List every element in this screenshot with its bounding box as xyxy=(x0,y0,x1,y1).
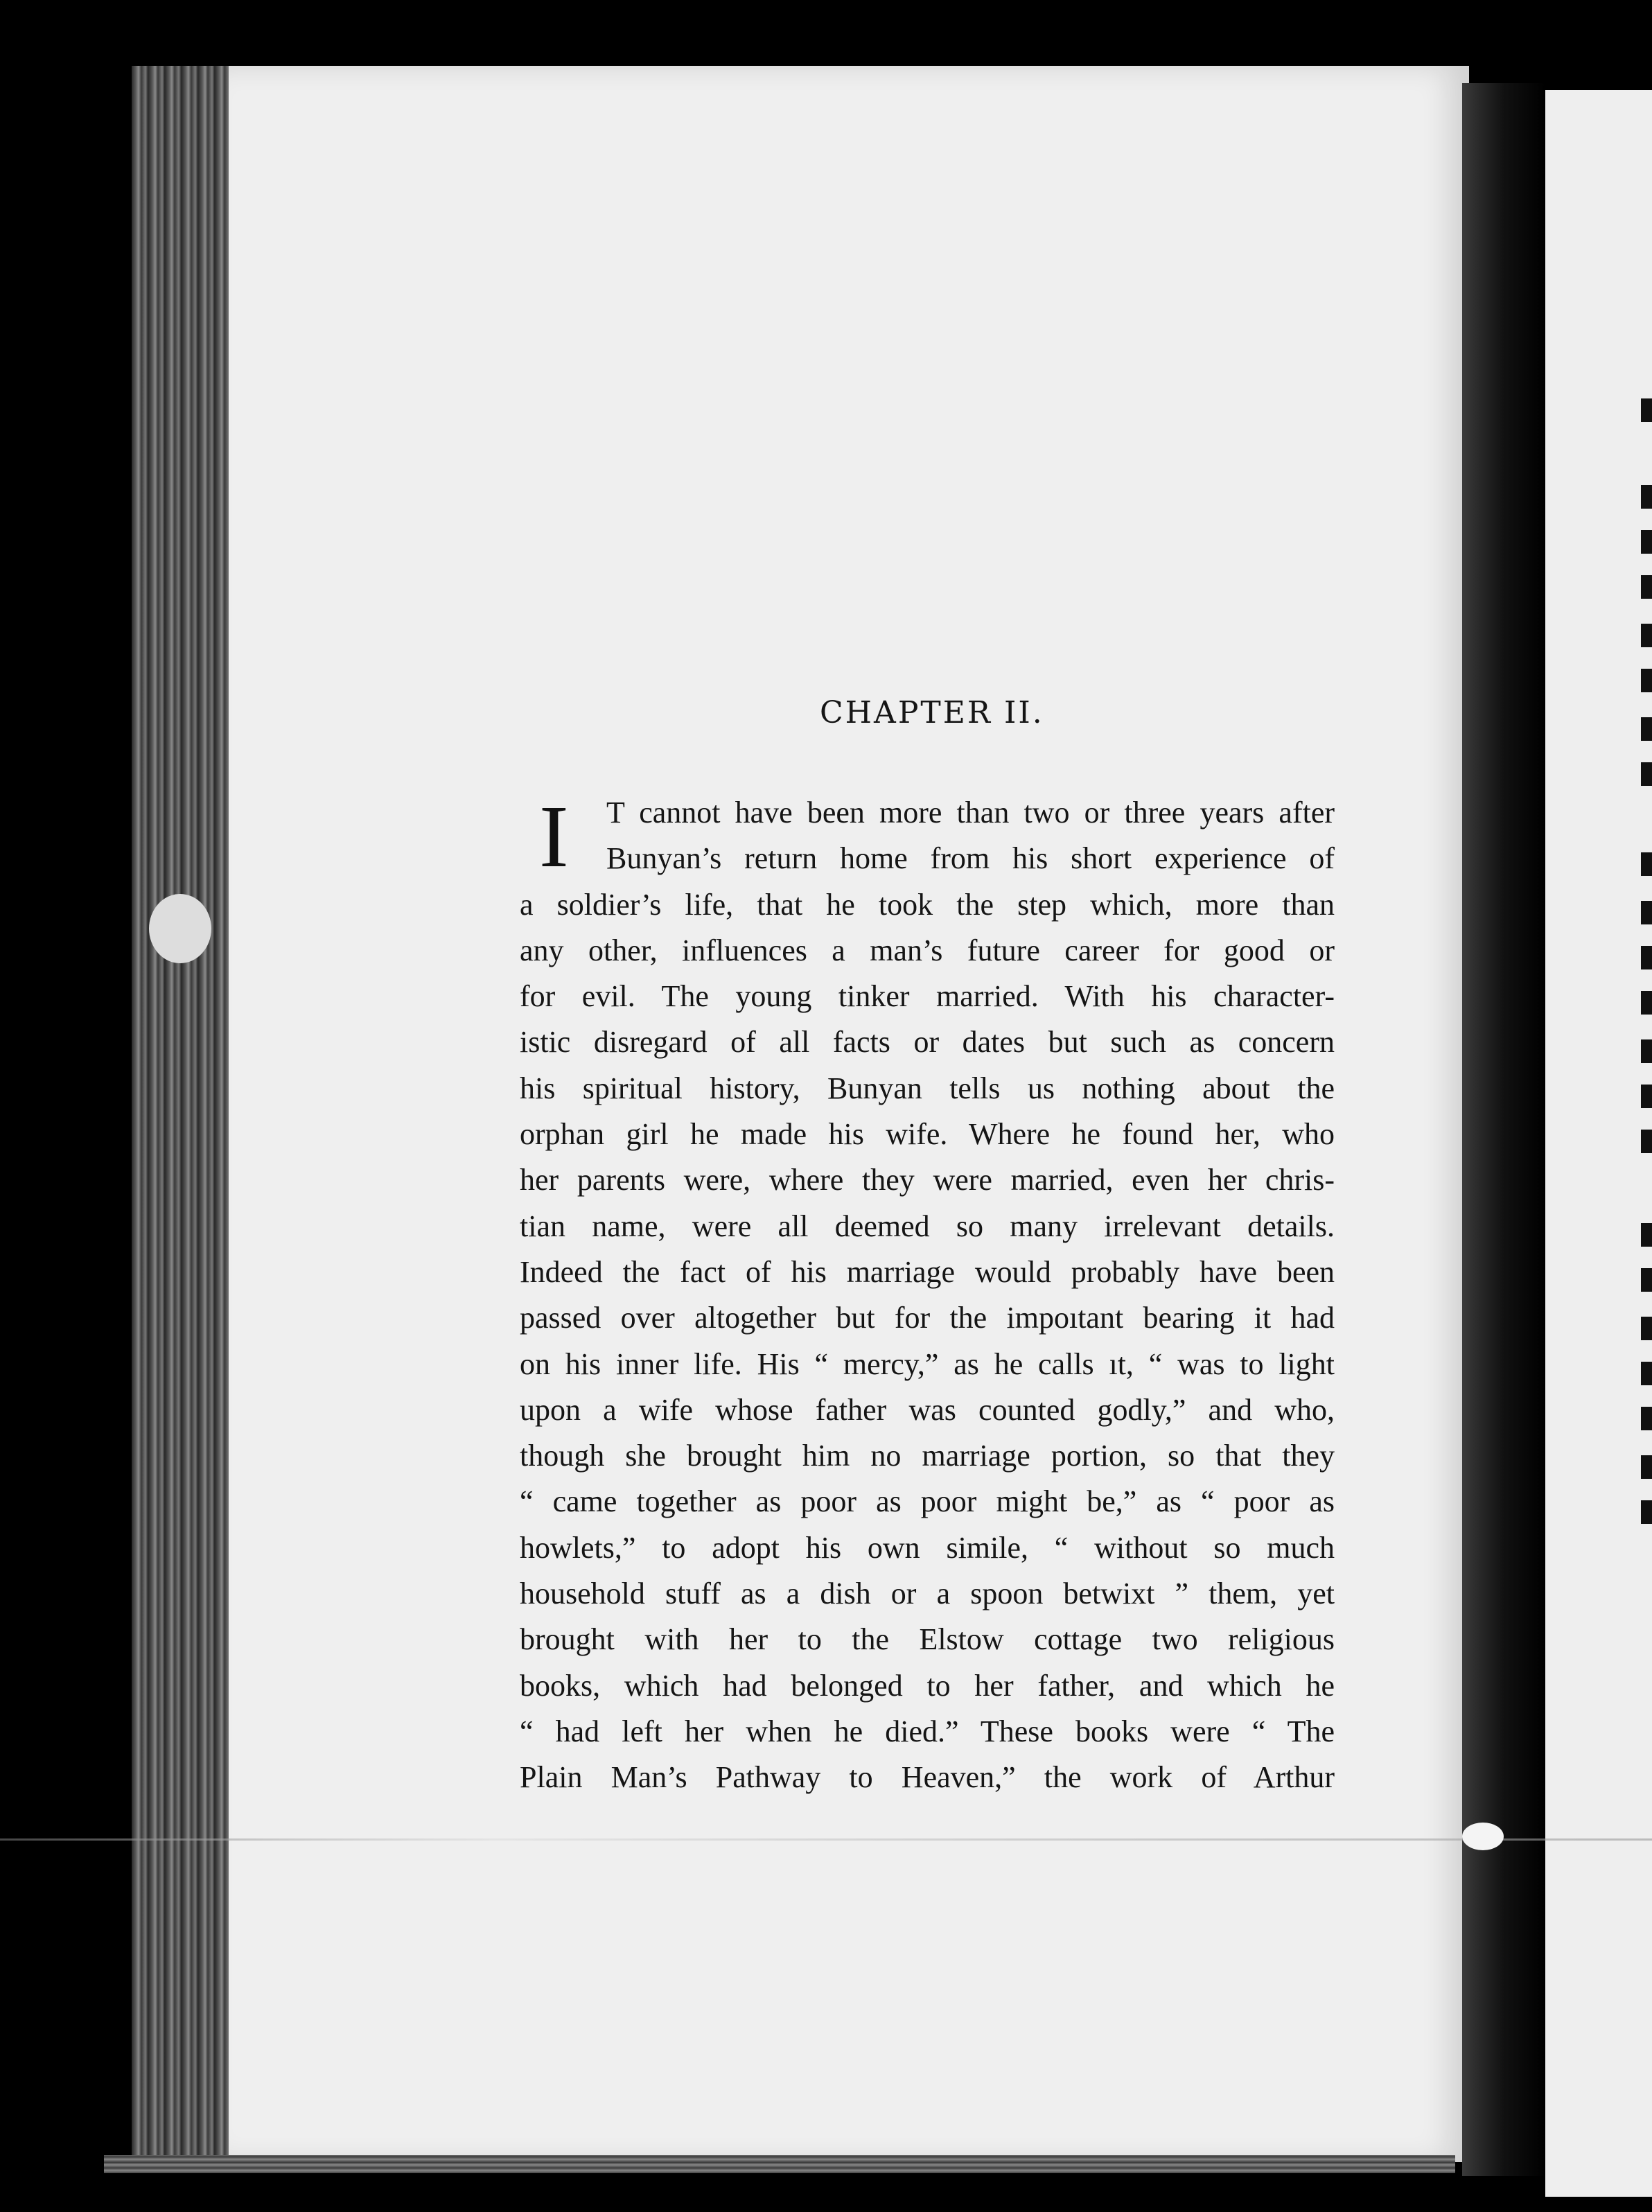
facing-page-glyph xyxy=(1641,575,1652,599)
facing-page-glyph xyxy=(1641,946,1652,969)
page-edges-bottom xyxy=(104,2155,1455,2173)
text-line: howlets,” to adopt his own simile, “ without so much xyxy=(520,1530,1335,1565)
facing-page-glyph xyxy=(1641,1317,1652,1340)
facing-page-glyph xyxy=(1641,624,1652,647)
text-line: tian name, were all deemed so many irrelevant details. xyxy=(520,1209,1335,1243)
facing-page-glyph xyxy=(1641,1268,1652,1292)
drop-cap: I xyxy=(539,787,569,886)
text-line: a soldier’s life, that he took the step which, more than xyxy=(520,887,1335,922)
facing-page-glyph xyxy=(1641,1455,1652,1479)
facing-page-glyph xyxy=(1641,1223,1652,1247)
chapter-heading: CHAPTER II. xyxy=(820,695,1044,730)
text-line: T cannot have been more than two or three years after xyxy=(606,796,1335,830)
body-paragraph xyxy=(520,787,1335,1801)
text-line: brought with her to the Elstow cottage two religious xyxy=(520,1622,1335,1657)
text-line: “ had left her when he died.” These books were “ The xyxy=(520,1714,1335,1748)
text-line: Bunyan’s return home from his short experience of xyxy=(606,841,1335,876)
facing-page-glyph xyxy=(1641,1362,1652,1385)
text-line: books, which had belonged to her father, and which he xyxy=(520,1668,1335,1703)
facing-page-glyph xyxy=(1641,901,1652,924)
text-line: though she brought him no marriage portion, so that they xyxy=(520,1439,1335,1473)
text-line: any other, influences a man’s future career for good or xyxy=(520,933,1335,967)
text-line: for evil. The young tinker married. With his character- xyxy=(520,979,1335,1014)
text-line: her parents were, where they were married, even her chris- xyxy=(520,1163,1335,1197)
facing-page-glyph xyxy=(1641,1085,1652,1108)
paper-damage-spot xyxy=(149,894,211,963)
facing-page-glyph xyxy=(1641,669,1652,692)
text-line: “ came together as poor as poor might be,” as “ poor as xyxy=(520,1484,1335,1519)
facing-page xyxy=(1545,90,1652,2197)
text-line: upon a wife whose father was counted godly,” and who, xyxy=(520,1392,1335,1427)
facing-page-glyph xyxy=(1641,1500,1652,1524)
page-edges xyxy=(132,66,240,2159)
text-line: his spiritual history, Bunyan tells us nothing about the xyxy=(520,1071,1335,1105)
facing-page-glyph xyxy=(1641,991,1652,1015)
text-line: household stuff as a dish or a spoon betwixt ” them, yet xyxy=(520,1577,1335,1611)
facing-page-glyph xyxy=(1641,1130,1652,1153)
text-line: Plain Man’s Pathway to Heaven,” the work of Arthur xyxy=(520,1760,1335,1795)
text-line: Indeed the fact of his marriage would probably have been xyxy=(520,1254,1335,1289)
book-gutter xyxy=(1462,83,1545,2176)
facing-page-glyph xyxy=(1641,852,1652,876)
text-line: passed over altogether but for the impoıtant bearing it had xyxy=(520,1301,1335,1335)
facing-page-glyph xyxy=(1641,485,1652,509)
paper-damage-spot xyxy=(1462,1823,1504,1850)
facing-page-glyph xyxy=(1641,762,1652,786)
text-line: istic disregard of all facts or dates but such as concern xyxy=(520,1025,1335,1060)
facing-page-glyph xyxy=(1641,398,1652,422)
text-line: orphan girl he made his wife. Where he found her, who xyxy=(520,1117,1335,1152)
scan-artifact-line xyxy=(0,1838,1652,1841)
text-line: on his inner life. His “ mercy,” as he calls ıt, “ was to light xyxy=(520,1346,1335,1381)
facing-page-glyph xyxy=(1641,1039,1652,1063)
facing-page-glyph xyxy=(1641,530,1652,554)
facing-page-glyph xyxy=(1641,1407,1652,1430)
facing-page-glyph xyxy=(1641,717,1652,741)
